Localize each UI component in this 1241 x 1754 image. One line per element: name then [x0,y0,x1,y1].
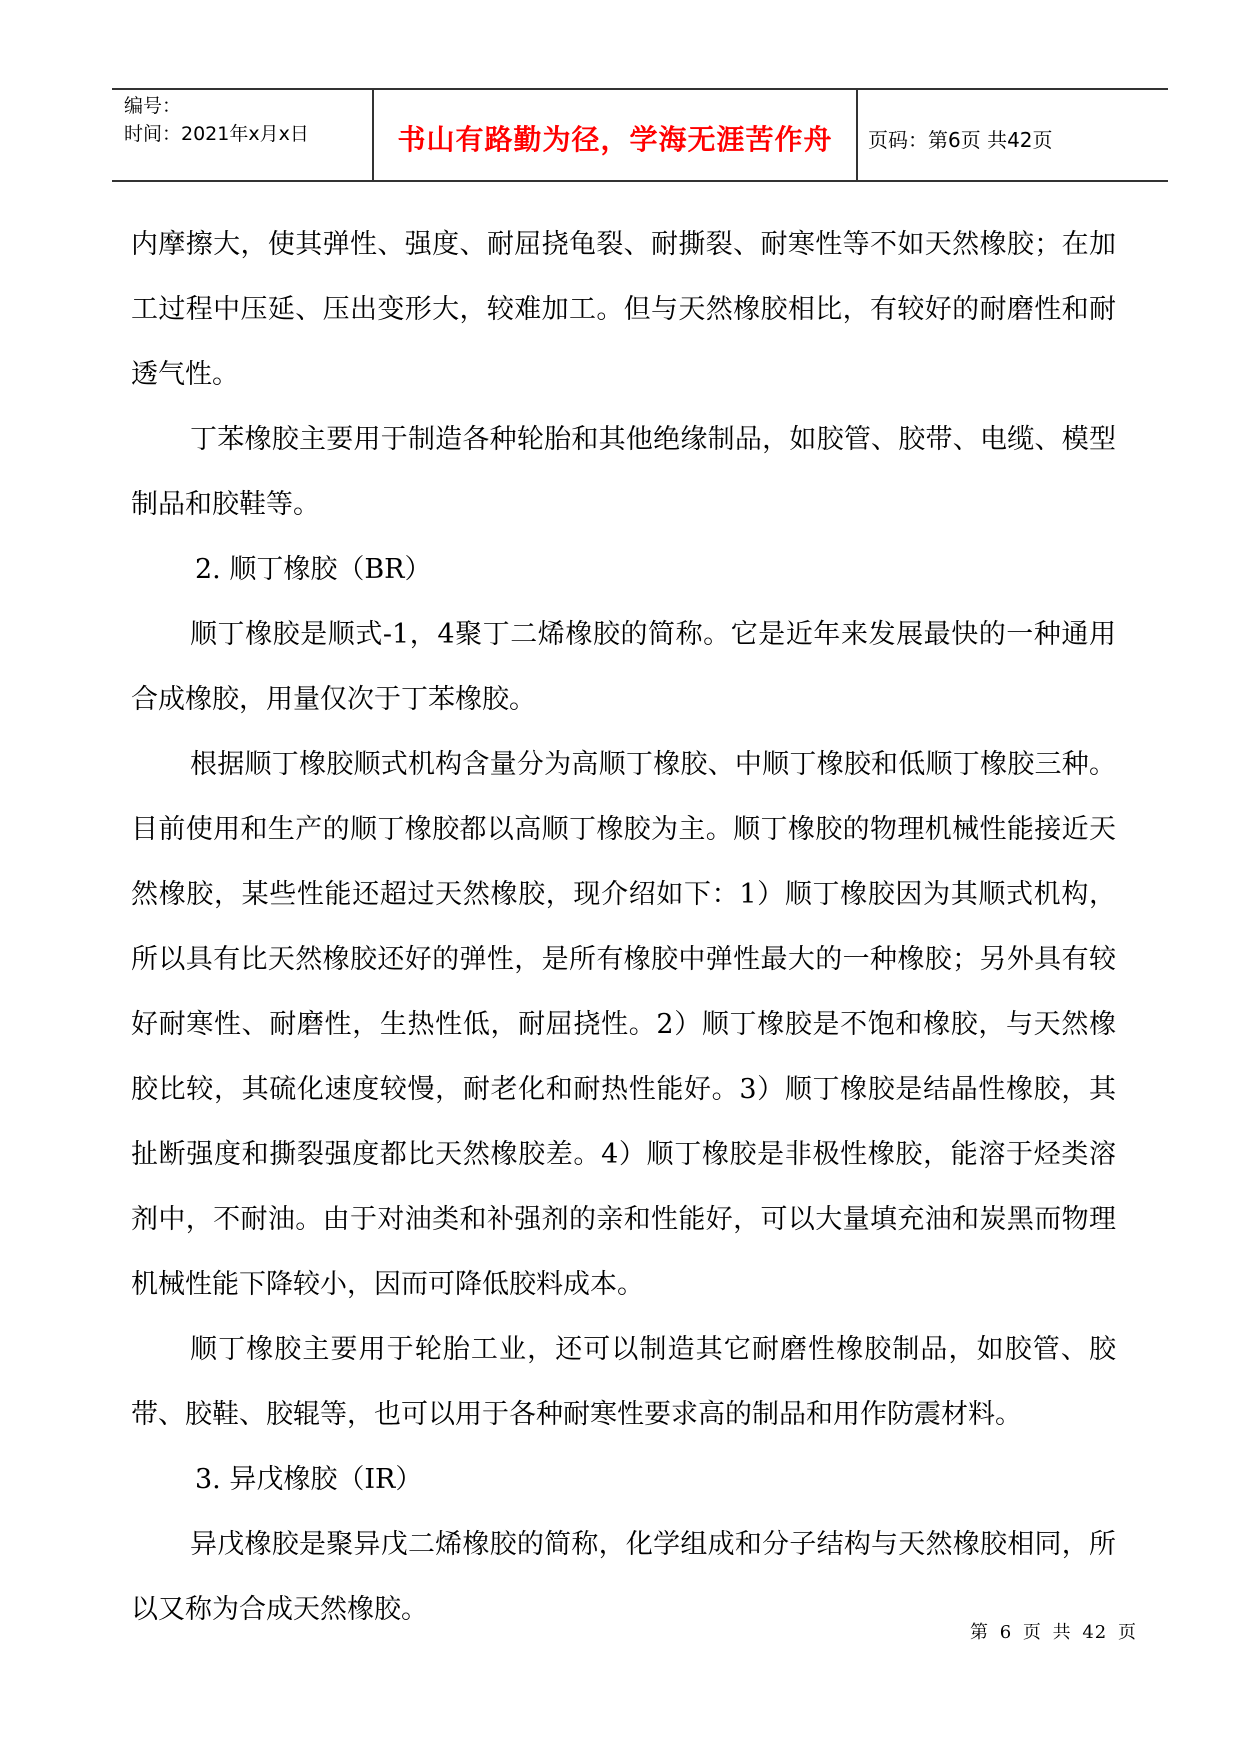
header-bottom-rule [112,180,1168,182]
paragraph-br-uses: 顺丁橡胶主要用于轮胎工业，还可以制造其它耐磨性橡胶制品，如胶管、胶带、胶鞋、胶辊等，也可以用于各种耐寒性要求高的制品和用作防震材料。 [131,1334,1116,1430]
paragraph-ir-intro: 异戊橡胶是聚异戊二烯橡胶的简称，化学组成和分子结构与天然橡胶相同，所以又称为合成天然橡胶。 [131,1529,1116,1625]
header-meta [124,92,364,148]
document-body [131,212,1116,1642]
paragraph-sbr-uses: 丁苯橡胶主要用于制造各种轮胎和其他绝缘制品，如胶管、胶带、电缆、模型制品和胶鞋等。 [131,424,1116,520]
section-heading-ir: 3. 异戊橡胶（IR） [195,1464,423,1495]
paragraph-br-intro: 顺丁橡胶是顺式-1，4聚丁二烯橡胶的简称。它是近年来发展最快的一种通用合成橡胶，用量仅次于丁苯橡胶。 [131,619,1116,715]
footer-page-number: 第 6 页 共 42 页 [970,1622,1137,1643]
header-motto: 书山有路勤为径，学海无涯苦作舟 [397,123,833,156]
header-divider-right [856,88,858,180]
paragraph-br-properties: 根据顺丁橡胶顺式机构含量分为高顺丁橡胶、中顺丁橡胶和低顺丁橡胶三种。目前使用和生产的顺丁橡胶都以高顺丁橡胶为主。顺丁橡胶的物理机械性能接近天然橡胶，某些性能还超过天然橡胶，现介绍如下：1）顺丁橡胶因为其顺式机构，所以具有比天然橡胶还好的弹性，是所有橡胶中弹性最大的一种橡胶；另外具有较好耐寒性、耐磨性，生热性低，耐屈挠性。2）顺丁橡胶是不饱和橡胶，与天然橡胶比较，其硫化速度较慢，耐老化和耐热性能好。3）顺丁橡胶是结晶性橡胶，其扯断强度和撕裂强度都比天然橡胶差。4）顺丁橡胶是非极性橡胶，能溶于烃类溶剂中，不耐油。由于对油类和补强剂的亲和性能好，可以大量填充油和炭黑而物理机械性能下降较小，因而可降低胶料成本。 [131,749,1116,1300]
paragraph-continuation: 内摩擦大，使其弹性、强度、耐屈挠龟裂、耐撕裂、耐寒性等不如天然橡胶；在加工过程中压延、压出变形大，较难加工。但与天然橡胶相比，有较好的耐磨性和耐透气性。 [131,229,1116,390]
header-top-rule [112,88,1168,90]
document-number-label: 编号： [124,95,182,117]
document-time-label: 时间：2021年x月x日 [124,123,309,145]
header-page-info: 页码：第6页 共42页 [868,128,1053,152]
section-heading-br: 2. 顺丁橡胶（BR） [195,554,432,585]
